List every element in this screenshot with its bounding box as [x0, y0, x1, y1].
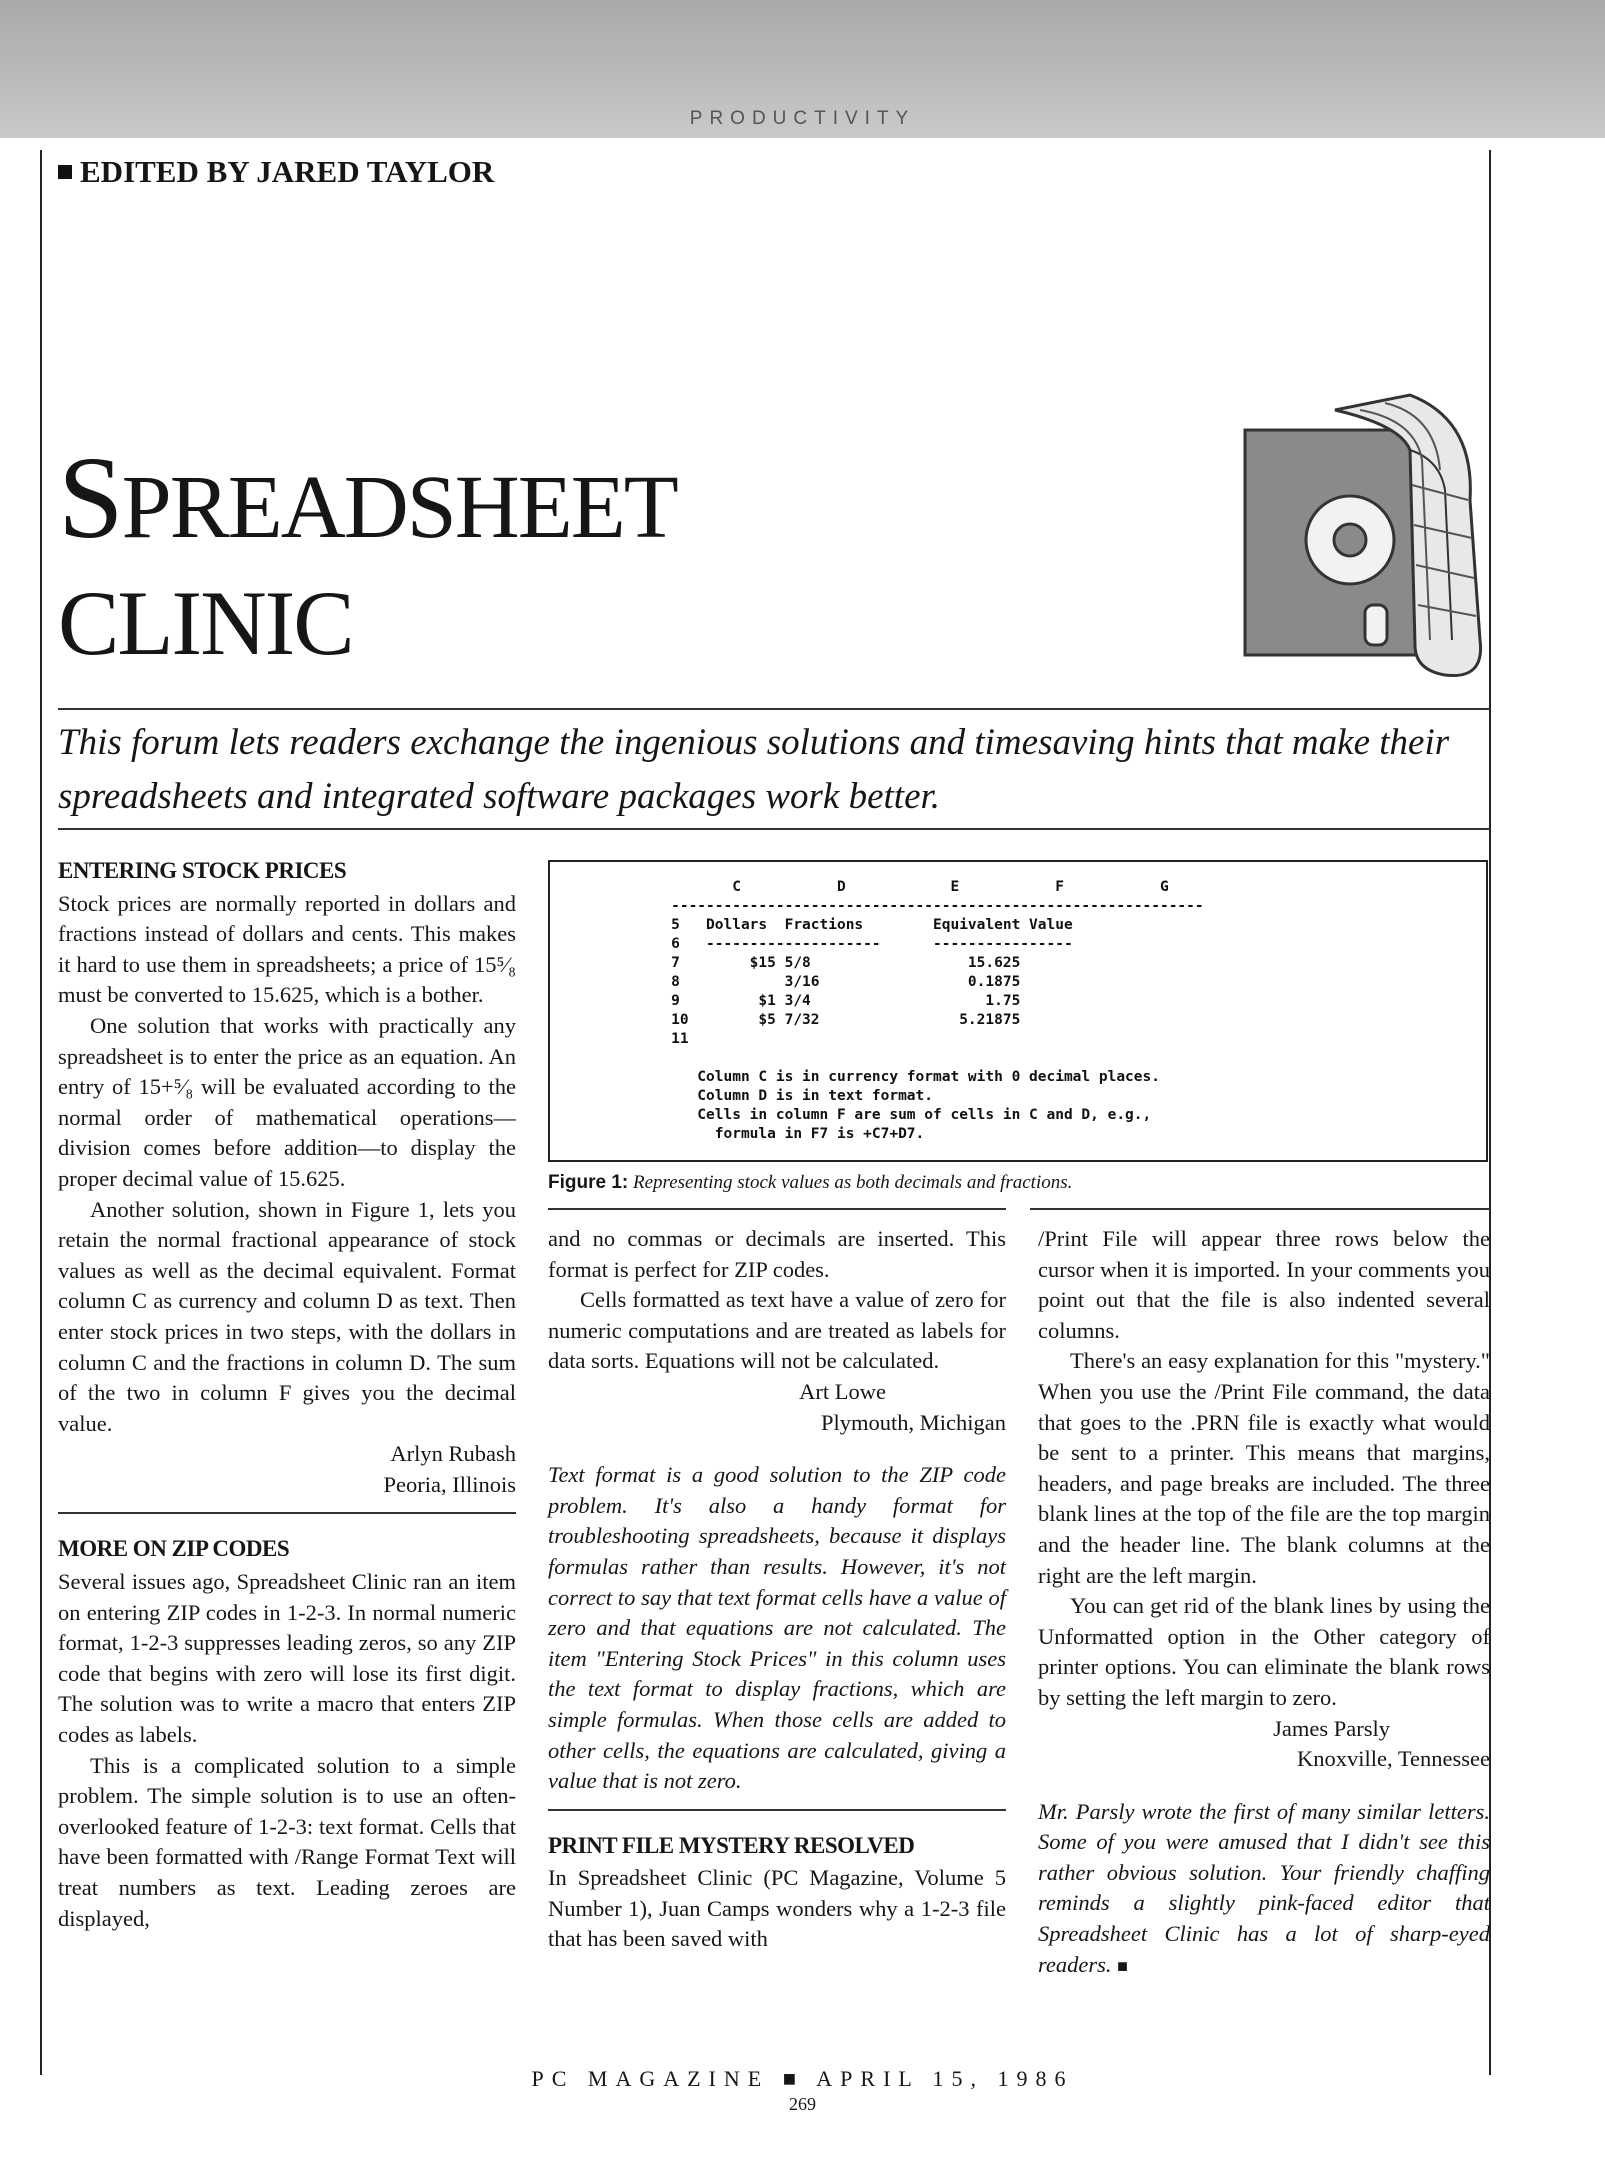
heading-zip-codes: MORE ON ZIP CODES: [58, 1536, 290, 1562]
print-paragraph-1: In Spreadsheet Clinic (PC Magazine, Volume 5 Number 1), Juan Camps wonders why a 1-2-3 file that has been saved with: [548, 1865, 1006, 1952]
title-rule-top: [58, 708, 1490, 710]
print-paragraph-3: There's an easy explanation for this "mystery." When you use the /Print File command, the data that goes to the .PRN file is exactly what would be sent to a printer. This means that margins, headers, and page breaks are included. The three blank lines at the top of the file are the top margin and the header line. The blank columns at the right are the left margin.: [1038, 1348, 1490, 1588]
stock-paragraph-2: One solution that works with practically any spreadsheet is to enter the price as an equation. An entry of 15+⁵⁄₈ will be evaluated according to the normal order of mathematical operations—division comes before addition—to display the proper decimal value of 15.625.: [58, 1012, 516, 1191]
editor-credit-text: EDITED BY JARED TAYLOR: [80, 154, 495, 189]
location-parsly: Knoxville, Tennessee: [1297, 1746, 1490, 1772]
stock-paragraph-3: Another solution, shown in Figure 1, lets you retain the normal fractional appearance of stock values as well as the decimal equivalent. Format column C as currency and column D as text. Then enter stock prices in two steps, with the dollars in column C and the fractions in column D. The sum of the two in column F gives you the decimal value.: [58, 1196, 516, 1436]
figure-caption-text: Representing stock values as both decimals and fractions.: [632, 1172, 1073, 1193]
footer-magazine: PC MAGAZINE ■ APRIL 15, 1986: [531, 2066, 1074, 2091]
zip-paragraph-2: This is a complicated solution to a simple problem. The simple solution is to use an often-overlooked feature of 1-2-3: text format. Cells that have been formatted with /Range Format Text will treat numbers as text. Leading zeroes are displayed,: [58, 1752, 516, 1931]
column-2-divider: [548, 1809, 1006, 1811]
figure-line: formula in F7 is +C7+D7.: [610, 1126, 925, 1142]
location-rubash: Peoria, Illinois: [383, 1471, 516, 1497]
author-rubash: Arlyn Rubash: [390, 1441, 516, 1467]
zip-editor-note: Text format is a good solution to the ZIP code problem. It's also a handy format for troubleshooting spreadsheets, because it displays formulas rather than results. However, it's not correct to say that text format cells have a value of zero and that equations are not calculated. The item "Entering Stock Prices" in this column uses the text format to display fractions, which are simple formulas. When those cells are added to other cells, the equations are calculated, giving a value that is not zero.: [548, 1462, 1006, 1794]
end-mark-icon: ■: [1117, 1955, 1129, 1976]
figure-line: 8 3/16 0.1875: [610, 974, 1021, 990]
figure-line: Column C is in currency format with 0 decimal places.: [610, 1069, 1160, 1085]
figure-line: 10 $5 7/32 5.21875: [610, 1012, 1021, 1028]
print-paragraph-4: You can get rid of the blank lines by using the Unformatted option in the Other category of printer options. You can eliminate the blank rows by setting the left margin to zero.: [1038, 1593, 1490, 1710]
figure-rule-mid: [548, 1208, 1006, 1210]
figure-line: -------------------------------------------------------------: [610, 898, 1204, 914]
figure-line: Cells in column F are sum of cells in C and D, e.g.,: [610, 1107, 1152, 1123]
title-rule-bottom: [58, 828, 1490, 830]
column-3: [1038, 1224, 1490, 1981]
deck-text: This forum lets readers exchange the ingenious solutions and timesaving hints that make their spreadsheets and integrated software packages work better.: [58, 722, 1450, 817]
section-label: PRODUCTIVITY: [689, 108, 916, 129]
figure-line: 11: [610, 1031, 689, 1047]
title-word-1: PREADSHEET: [121, 458, 677, 557]
heading-stock-prices: ENTERING STOCK PRICES: [58, 858, 347, 883]
title-line-2: CLINIC: [58, 572, 353, 674]
floppy-disk-illustration-icon: [1240, 390, 1490, 690]
bullet-square-icon: [58, 165, 72, 179]
zip-paragraph-4: Cells formatted as text have a value of zero for numeric computations and are treated as labels for data sorts. Equations will not be calculated.: [548, 1287, 1006, 1374]
figure-line: C D E F G: [610, 879, 1169, 895]
page-number: 269: [789, 2094, 816, 2114]
figure-rule-right: [1030, 1208, 1490, 1210]
zip-paragraph-3: and no commas or decimals are inserted. This format is perfect for ZIP codes.: [548, 1226, 1006, 1282]
figure-line: Column D is in text format.: [610, 1088, 934, 1104]
title-line-1: [58, 432, 677, 568]
heading-print-file: PRINT FILE MYSTERY RESOLVED: [548, 1832, 915, 1858]
author-lowe: Art Lowe: [799, 1378, 886, 1404]
editor-credit: [58, 154, 494, 190]
column-2: [548, 1224, 1006, 1955]
print-editor-note-text: Mr. Parsly wrote the first of many similar letters. Some of you were amused that I didn't see this rather obvious solution. Your friendly chaffing reminds a slightly pink-faced editor that Spreadsheet Clinic has a lot of sharp-eyed readers.: [1038, 1798, 1490, 1977]
left-rule: [40, 150, 42, 2075]
figure-line: 9 $1 3/4 1.75: [610, 993, 1021, 1009]
figure-caption-label: Figure 1:: [548, 1172, 629, 1193]
figure-1-caption: [548, 1172, 1072, 1194]
page-title: [58, 432, 677, 678]
figure-line: 5 Dollars Fractions Equivalent Value: [610, 917, 1073, 933]
stock-paragraph-1: Stock prices are normally reported in dollars and fractions instead of dollars and cents. This makes it hard to use them in spreadsheets; a price of 15⁵⁄₈ must be converted to 15.625, which is a bother.: [58, 890, 516, 1008]
print-paragraph-2: /Print File will appear three rows below the cursor when it is imported. In your comments you point out that the file is also indented several columns.: [1038, 1226, 1490, 1343]
location-lowe: Plymouth, Michigan: [821, 1409, 1006, 1435]
column-1-divider: [58, 1512, 516, 1514]
zip-paragraph-1: Several issues ago, Spreadsheet Clinic ran an item on entering ZIP codes in 1-2-3. In normal numeric format, 1-2-3 suppresses leading zeros, so any ZIP code that begins with zero will lose its first digit. The solution was to write a macro that enters ZIP codes as labels.: [58, 1569, 516, 1748]
title-initial: S: [58, 432, 122, 563]
print-editor-note: [1038, 1797, 1490, 1982]
figure-line: 6 -------------------- ----------------: [610, 936, 1073, 952]
figure-1-spreadsheet: [548, 860, 1488, 1162]
column-1: [58, 856, 516, 1934]
figure-line: 7 $15 5/8 15.625: [610, 955, 1021, 971]
author-parsly: James Parsly: [1273, 1715, 1390, 1741]
